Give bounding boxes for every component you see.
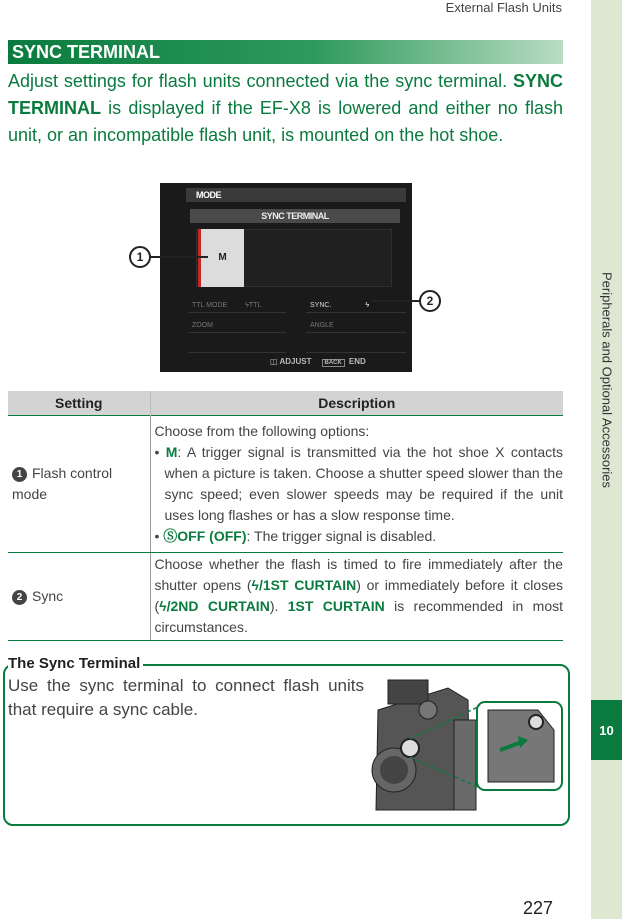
- camera-screen: [160, 183, 412, 372]
- table-header-row: [8, 391, 563, 415]
- note-title: The Sync Terminal: [8, 655, 143, 672]
- side-tab-label: Peripherals and Optional Accessories: [599, 271, 614, 489]
- table-row: [8, 415, 563, 552]
- callout-2: 2: [419, 290, 441, 312]
- screen-sync-terminal-bar: SYNC TERMINAL: [190, 209, 400, 223]
- description-cell: Choose whether the flash is timed to fire immediately after the shutter opens (ϟ/1ST CURTAIN) or immediately before it closes (ϟ/2ND CURTAIN). 1ST CURTAIN is recommended in most circumstances.: [150, 552, 563, 640]
- camera-sync-terminal-illustration: [368, 670, 564, 822]
- callout-2-line: [372, 300, 420, 302]
- setting-cell: 1 Flash control mode: [8, 415, 150, 552]
- screen-mode-title: MODE: [186, 188, 406, 202]
- screen-front-curtain-icon: ϟ: [365, 302, 370, 309]
- callout-1-line: [150, 256, 208, 258]
- section-title: SYNC TERMINAL: [8, 40, 563, 64]
- description-cell: Choose from the following options: • M: A trigger signal is transmitted via the hot shoe X contacts when a picture is taken. Choose a shutter speed slower than the sync speed; even slower speeds may be required if the unit uses long flashes or has a slow response time. • ⓈOFF (OFF): The trigger signal is disabled.: [150, 415, 563, 552]
- rear-curtain-icon: ϟ: [159, 598, 167, 614]
- intro-bold-term: SYNC TERMINAL: [8, 71, 563, 118]
- screen-mode-m: M: [198, 229, 244, 287]
- setting-cell: 2 Sync: [8, 552, 150, 640]
- screen-row-empty-2: [306, 339, 406, 353]
- option-m: • M: A trigger signal is transmitted via the hot shoe X contacts when a picture is taken. Choose a shutter speed slower than the sync speed; even slower speeds may be required if the unit uses long flashes or has a slow response time.: [154, 443, 563, 523]
- table-row: [8, 552, 563, 640]
- settings-table: [8, 391, 563, 641]
- intro-paragraph: Adjust settings for flash units connected via the sync terminal. SYNC TERMINAL is displayed if the EF-X8 is lowered and either no flash unit, or an incompatible flash unit, is mounted on the hot shoe.: [8, 71, 563, 145]
- screen-footer: ◫ ADJUST BACK END: [270, 357, 366, 366]
- screen-row-angle: ANGLE: [306, 319, 406, 333]
- screen-row-empty-1: [188, 339, 286, 353]
- front-curtain-icon: ϟ: [251, 577, 259, 593]
- back-key-icon: BACK: [322, 359, 345, 367]
- page-number: 227: [523, 898, 554, 918]
- option-off: • ⓈOFF (OFF): The trigger signal is disabled.: [154, 527, 437, 544]
- screen-row-ttl-mode: TTL MODE ϟTTL: [188, 299, 286, 313]
- note-text: Use the sync terminal to connect flash units that require a sync cable.: [8, 676, 364, 719]
- header-setting: Setting: [8, 391, 150, 415]
- header-description: Description: [150, 391, 563, 415]
- screen-row-zoom: ZOOM: [188, 319, 286, 333]
- row-number-badge: 2: [12, 590, 27, 605]
- screen-row-sync: SYNC. ϟ: [306, 299, 406, 313]
- chapter-number: 10: [591, 700, 622, 760]
- running-header: External Flash Units: [445, 0, 562, 15]
- row-number-badge: 1: [12, 467, 27, 482]
- callout-1: 1: [129, 246, 151, 268]
- adjust-icon: ◫: [270, 357, 278, 366]
